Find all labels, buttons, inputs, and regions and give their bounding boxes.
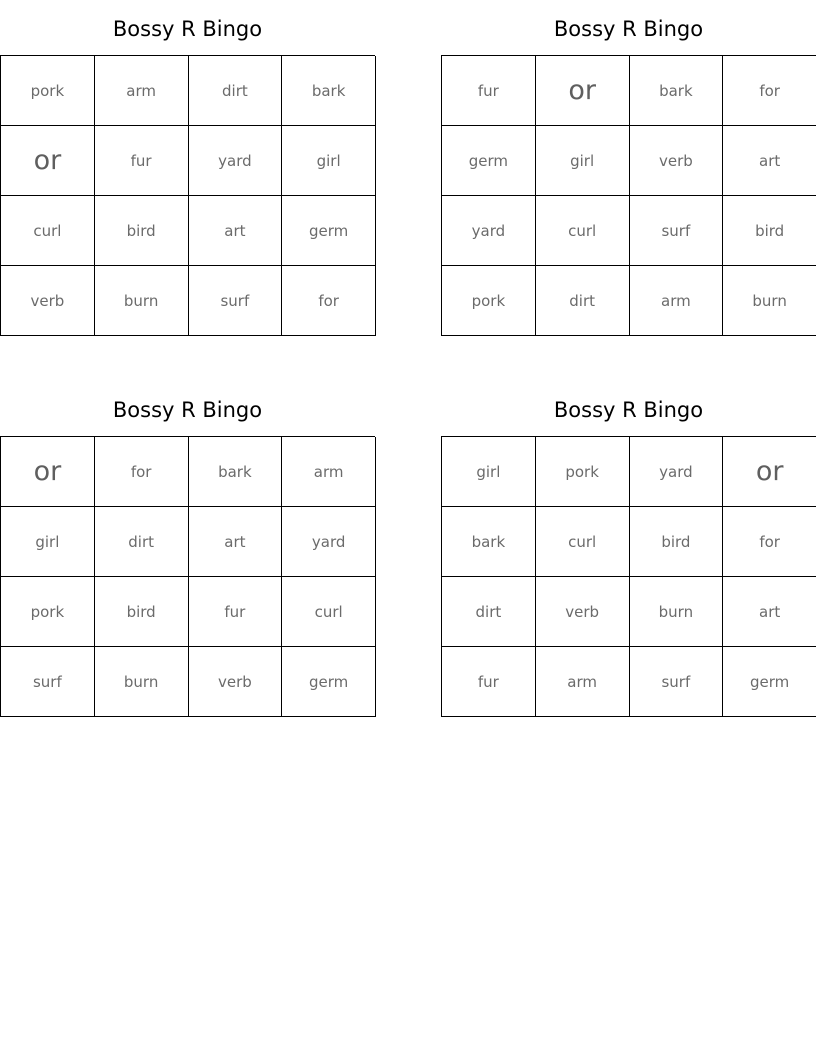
bingo-cell: verb <box>630 126 724 196</box>
bingo-cell: bark <box>442 507 536 577</box>
bingo-cell: arm <box>536 647 630 717</box>
free-space-cell: or <box>723 437 816 507</box>
card-title: Bossy R Bingo <box>553 17 704 41</box>
bingo-cell: arm <box>630 266 724 336</box>
bingo-grid <box>441 436 816 717</box>
bingo-cell: burn <box>95 647 189 717</box>
bingo-cell: fur <box>189 577 283 647</box>
bingo-cell: girl <box>536 126 630 196</box>
bingo-cell: germ <box>282 647 376 717</box>
bingo-cell: bird <box>95 196 189 266</box>
bingo-cell: curl <box>1 196 95 266</box>
card-title: Bossy R Bingo <box>553 398 704 422</box>
bingo-cell: surf <box>189 266 283 336</box>
bingo-cell: surf <box>630 647 724 717</box>
bingo-cell: bark <box>282 56 376 126</box>
bingo-cell: verb <box>1 266 95 336</box>
bingo-grid <box>0 436 375 717</box>
bingo-cell: for <box>95 437 189 507</box>
bingo-cell: pork <box>1 577 95 647</box>
bingo-cell: pork <box>1 56 95 126</box>
bingo-cell: girl <box>282 126 376 196</box>
bingo-cell: yard <box>442 196 536 266</box>
bingo-grid <box>0 55 375 336</box>
bingo-cell: art <box>723 577 816 647</box>
bingo-cell: burn <box>723 266 816 336</box>
bingo-cell: germ <box>723 647 816 717</box>
bingo-cell: yard <box>282 507 376 577</box>
bingo-cell: yard <box>189 126 283 196</box>
bingo-cell: verb <box>189 647 283 717</box>
bingo-cell: art <box>189 507 283 577</box>
bingo-cell: bark <box>189 437 283 507</box>
bingo-cell: dirt <box>536 266 630 336</box>
bingo-card-3 <box>0 381 375 717</box>
bingo-cell: bird <box>723 196 816 266</box>
bingo-cell: dirt <box>189 56 283 126</box>
bingo-cell: pork <box>442 266 536 336</box>
bingo-cell: burn <box>95 266 189 336</box>
bingo-cell: germ <box>442 126 536 196</box>
bingo-cell: curl <box>282 577 376 647</box>
bingo-cell: yard <box>630 437 724 507</box>
bingo-cell: dirt <box>95 507 189 577</box>
free-space-cell: or <box>1 126 95 196</box>
bingo-cell: curl <box>536 196 630 266</box>
bingo-cell: surf <box>630 196 724 266</box>
bingo-cell: surf <box>1 647 95 717</box>
bingo-cell: curl <box>536 507 630 577</box>
bingo-cell: fur <box>442 56 536 126</box>
bingo-cell: for <box>723 56 816 126</box>
bingo-cell: girl <box>442 437 536 507</box>
bingo-cell: dirt <box>442 577 536 647</box>
bingo-cell: for <box>723 507 816 577</box>
bingo-card-2 <box>441 0 816 336</box>
bingo-cell: pork <box>536 437 630 507</box>
bingo-cell: for <box>282 266 376 336</box>
bingo-cell: girl <box>1 507 95 577</box>
bingo-card-4 <box>441 381 816 717</box>
card-title: Bossy R Bingo <box>112 398 263 422</box>
free-space-cell: or <box>1 437 95 507</box>
bingo-cell: fur <box>442 647 536 717</box>
free-space-cell: or <box>536 56 630 126</box>
bingo-cell: arm <box>282 437 376 507</box>
bingo-cell: verb <box>536 577 630 647</box>
bingo-cell: fur <box>95 126 189 196</box>
bingo-grid <box>441 55 816 336</box>
bingo-cell: art <box>723 126 816 196</box>
bingo-cell: bird <box>95 577 189 647</box>
card-title: Bossy R Bingo <box>112 17 263 41</box>
bingo-cell: bird <box>630 507 724 577</box>
bingo-cell: bark <box>630 56 724 126</box>
bingo-card-1 <box>0 0 375 336</box>
bingo-cell: arm <box>95 56 189 126</box>
bingo-cell: germ <box>282 196 376 266</box>
bingo-cell: art <box>189 196 283 266</box>
bingo-cell: burn <box>630 577 724 647</box>
